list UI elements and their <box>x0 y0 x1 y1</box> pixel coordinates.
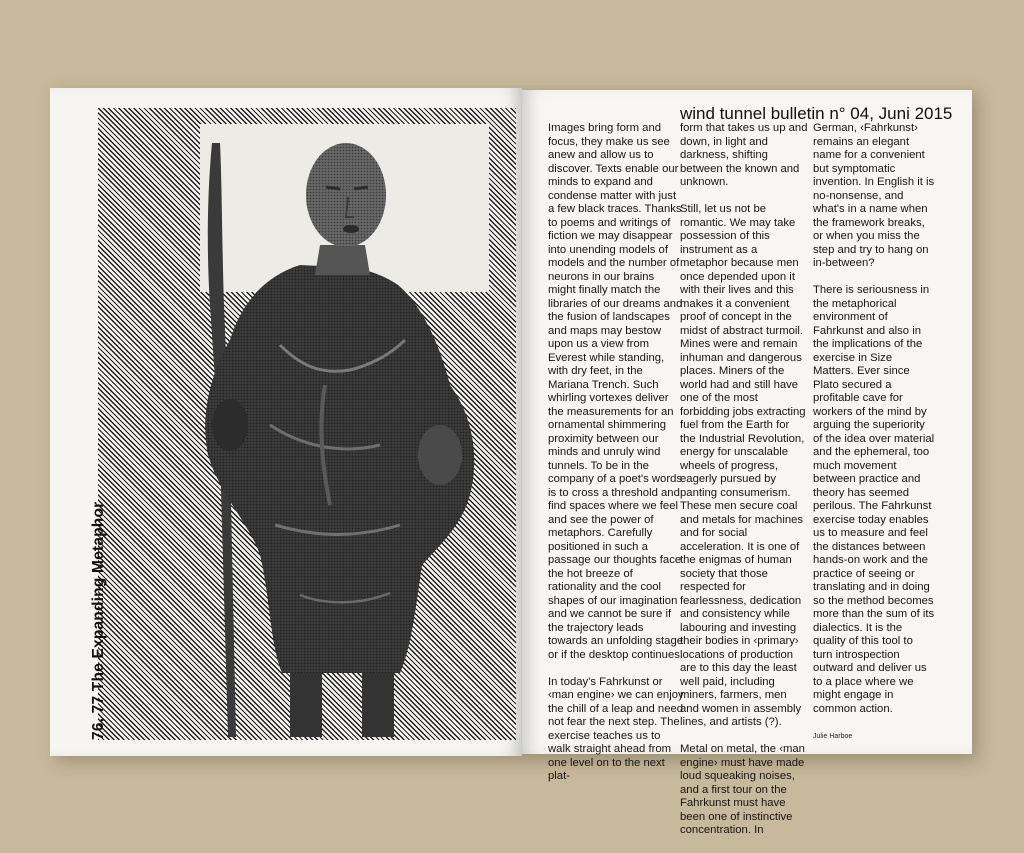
paragraph: In today's Fahrkunst or ‹man engine› we can enjoy the chill of a leap and need not fear the next step. The exercise teaches us to walk straight ahead from one level on to the next plat- <box>548 675 684 782</box>
paragraph: There is seriousness in the metaphorical environment of Fahrkunst and also in the implications of the exercise in Size Matters. Ever since Plato secured a profitable cave for workers of the mind by arguing the superiority of the idea over material and the ephemeral, too much movement between practice and theory has seemed perilous. The Fahrkunst exercise today enables us to measure and feel the distances between hands-on work and the practice of seeing or translating and in doing so the method becomes more than the sum of its dialectics. It is the quality of this tool to turn introspection outward and deliver us to a place where we might engage in common action. <box>813 284 935 715</box>
paragraph: Metal on metal, the ‹man engine› must have made loud squeaking noises, and a first tour on the Fahrkunst must have been one of instinctive concentration. In <box>680 743 805 836</box>
paragraph: Still, let us not be romantic. We may take possession of this instrument as a metaphor because men once depended upon it with their lives and this makes it a convenient proof of concept in the midst of abstract turmoil. Mines were and remain inhuman and dangerous places. Miners of the world had and still have one of the most forbidding jobs extracting fuel from the Earth for the Industrial Revolution, energy for unscalable wheels of progress, eagerly pursued by panting consumerism. These men secure coal and metals for machines and for social acceleration. It is one of the enigmas of human society that those respected for fearlessness, dedication and consistency while labouring and investing their bodies in ‹primary› locations of production are to this day the least well paid, including miners, farmers, men and women in assembly lines, and artists (?). <box>680 203 806 728</box>
author-credit: Julie Harboe <box>813 732 853 740</box>
text-column-3 <box>813 122 935 757</box>
side-label-text: 76, 77 The Expanding Metaphor <box>90 501 107 740</box>
paragraph: Images bring form and focus, they make us see anew and allow us to discover. Texts enable our minds to expand and condense matter with just a few black traces. Thanks to poems and writings of fiction we may disappear into unending models of models and the number of neurons in our brains might finally match the libraries of our dreams and the fusion of landscapes and maps may bestow upon us a view from Everest while standing, with dry feet, in the Mariana Trench. Such whirling vortexes deliver the measurements for an ornamental shimmering proximity between our minds and unruly wind tunnels. To be in the company of a poet's words is to cross a threshold and find spaces where we feel and see the power of metaphors. Carefully positioned in such a passage our thoughts face the hot breeze of rationality and the cool shapes of our imagination and we cannot be sure if the trajectory leads towards an unfolding stage or if the desktop continues. <box>548 122 684 661</box>
side-label <box>78 470 108 740</box>
text-column-1 <box>548 122 684 797</box>
text-column-2 <box>680 122 808 851</box>
paragraph: form that takes us up and down, in light and darkness, shifting between the known and unknown. <box>680 122 808 188</box>
bulletin-header: wind tunnel bulletin n° 04, Juni 2015 <box>680 104 953 123</box>
statue-photo <box>150 125 510 740</box>
paragraph: German, ‹Fahrkunst› remains an elegant name for a convenient but symptomatic invention. In English it is no-nonsense, and what's in a name when the framework breaks, or when you miss the step and try to hang on in-between? <box>813 122 935 269</box>
